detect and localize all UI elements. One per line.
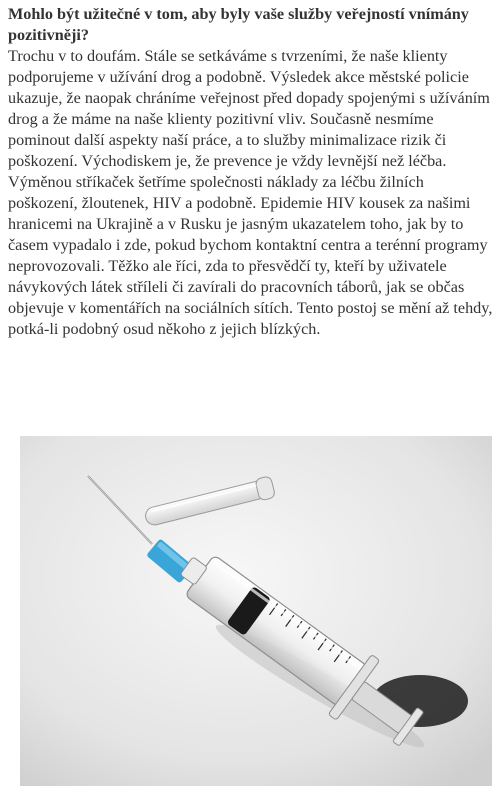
interview-question: Mohlo být užitečné v tom, aby byly vaše služby veřejností vnímány pozitivněji? (8, 5, 469, 44)
syringe-illustration (20, 436, 492, 786)
syringe-photo (20, 436, 492, 786)
article (8, 4, 504, 340)
interview-answer: Trochu v to doufám. Stále se setkáváme s tvrzeními, že naše klienty podporujeme v užívání drog a podobně. Výsledek akce městské policie ukazuje, že naopak chráníme veřejnost před dopady spojenými s užíváním drog a že máme na naše klienty pozitivní vliv. Současně nesmíme pominout další aspekty naší práce, a to služby minimalizace rizik či poškození. Východiskem je, že prevence je vždy levnější než léčba. Výměnou stříkaček šetříme společnosti náklady za léčbu žilních poškození, žloutenek, HIV a podobně. Epidemie HIV kousek za našimi hranicemi na Ukrajině a v Rusku je jasným ukazatelem toho, jak by to časem vypadalo i zde, pokud bychom kontaktní centra a terénní programy neprovozovali. Těžko ale říci, zda to přesvědčí ty, kteří by uživatele návykových látek stříleli či zavírali do pracovních táborů, jak se občas objevuje v komentářích na sociálních sítích. Tento postoj se mění až tehdy, potká-li podobný osud někoho z jejich blízkých. (8, 47, 493, 338)
